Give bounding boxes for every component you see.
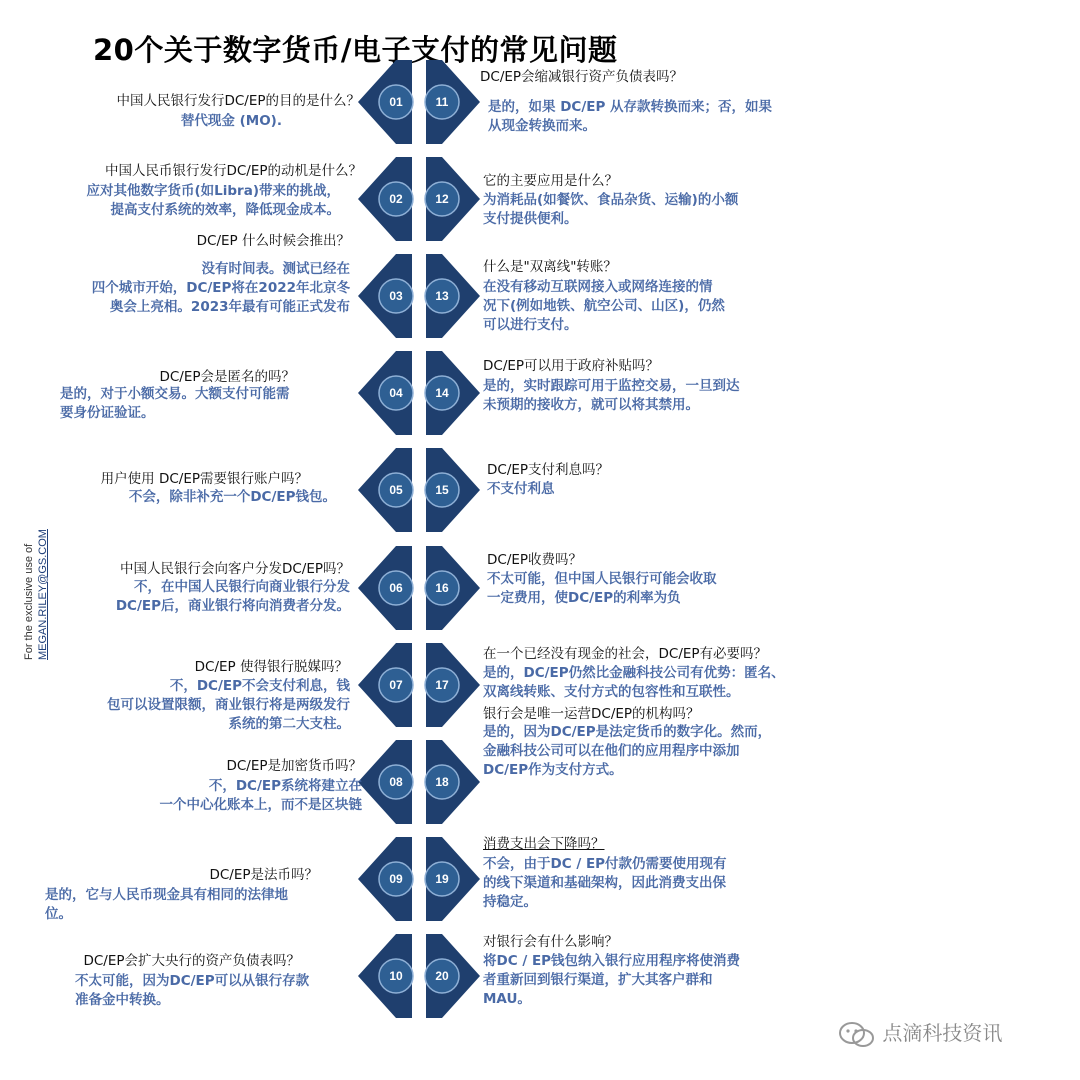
question-text: 用户使用 DC/EP需要银行账户吗？ — [100, 471, 308, 487]
question-text: 它的主要应用是什么？ — [483, 173, 618, 189]
question-text: DC/EP会扩大央行的资产负债表吗？ — [83, 953, 300, 969]
item-number: 20 — [435, 969, 449, 983]
question-text: 银行会是唯一运营DC/EP的机构吗？ — [483, 706, 700, 722]
item-number: 01 — [389, 95, 403, 109]
question-text: DC/EP可以用于政府补贴吗？ — [483, 358, 660, 374]
answer-text: 准备金中转换。 — [75, 992, 170, 1008]
question-text: DC/EP 使得银行脱媒吗？ — [194, 659, 348, 675]
answer-text: 持稳定。 — [483, 894, 537, 910]
answer-text: 可以进行支付。 — [483, 317, 578, 333]
answer-text: 提高支付系统的效率，降低现金成本。 — [110, 202, 340, 218]
item-number: 08 — [389, 775, 403, 789]
answer-text: 应对其他数字货币(如Libra)带来的挑战， — [86, 183, 340, 199]
answer-text: 况下(例如地铁、航空公司、山区)，仍然 — [483, 298, 725, 314]
watermark — [838, 1017, 1002, 1049]
answer-text: 没有时间表。测试已经在 — [201, 261, 350, 277]
question-text: 中国人民银行会向客户分发DC/EP吗？ — [119, 561, 350, 577]
item-number: 14 — [435, 386, 449, 400]
exclusive-use-label: For the exclusive use of — [23, 543, 35, 660]
item-number: 11 — [435, 95, 449, 109]
answer-text: 是的，因为DC/EP是法定货币的数字化。然而， — [483, 724, 772, 740]
answer-text: MAU。 — [483, 991, 531, 1007]
item-number: 05 — [389, 483, 403, 497]
question-text: DC/EP会缩减银行资产负债表吗？ — [480, 69, 684, 85]
question-text: 中国人民银行发行DC/EP的目的是什么？ — [116, 93, 360, 109]
answer-text: 不会，除非补充一个DC/EP钱包。 — [128, 489, 336, 505]
answer-text: 将DC / EP钱包纳入银行应用程序将使消费 — [483, 953, 741, 969]
answer-text: 不支付利息 — [487, 481, 555, 497]
wechat-icon — [838, 1021, 876, 1049]
question-text: DC/EP会是匿名的吗？ — [159, 369, 295, 385]
item-number: 12 — [435, 192, 449, 206]
question-text: 对银行会有什么影响？ — [483, 934, 618, 950]
answer-text: 的线下渠道和基础架构，因此消费支出保 — [483, 875, 726, 891]
item-number: 03 — [389, 289, 403, 303]
question-text: DC/EP收费吗？ — [487, 552, 583, 568]
answer-text: 不太可能，但中国人民银行可能会收取 — [487, 571, 717, 587]
question-text: 中国人民币银行发行DC/EP的动机是什么？ — [104, 163, 362, 179]
answer-text: 支付提供便利。 — [483, 211, 578, 227]
item-number: 07 — [389, 678, 403, 692]
answer-text: 金融科技公司可以在他们的应用程序中添加 — [483, 743, 740, 759]
question-text: DC/EP 什么时候会推出？ — [196, 233, 350, 249]
answer-text: 是的，对于小额交易。大额支付可能需 — [60, 386, 290, 402]
item-number: 09 — [389, 872, 403, 886]
answer-text: 不会，由于DC / EP付款仍需要使用现有 — [483, 856, 727, 872]
item-number: 19 — [435, 872, 449, 886]
answer-text: 为消耗品(如餐饮、食品杂货、运输)的小额 — [483, 192, 739, 208]
answer-text: DC/EP后，商业银行将向消费者分发。 — [115, 598, 350, 614]
answer-text: 不，DC/EP不会支付利息，钱 — [169, 678, 350, 694]
answer-text: DC/EP作为支付方式。 — [483, 762, 623, 778]
answer-text: 不，在中国人民银行向商业银行分发 — [134, 579, 350, 595]
answer-text: 位。 — [45, 906, 72, 922]
answer-text: 四个城市开始，DC/EP将在2022年北京冬 — [91, 280, 350, 296]
answer-text: 是的，如果 DC/EP 从存款转换而来；否，如果 — [488, 99, 773, 115]
item-number: 15 — [435, 483, 449, 497]
answer-text: 不，DC/EP系统将建立在 — [208, 778, 362, 794]
item-number: 02 — [389, 192, 403, 206]
item-number: 16 — [435, 581, 449, 595]
question-text: DC/EP是法币吗？ — [209, 867, 318, 883]
answer-text: 双离线转账、支付方式的包容性和互联性。 — [483, 684, 740, 700]
question-text: 在一个已经没有现金的社会，DC/EP有必要吗？ — [483, 646, 768, 662]
item-number: 06 — [389, 581, 403, 595]
item-number: 04 — [389, 386, 403, 400]
question-text: DC/EP支付利息吗？ — [487, 462, 610, 478]
email-link[interactable]: MEGAN.RILEY@GS.COM — [37, 529, 49, 660]
answer-text: 一定费用，使DC/EP的利率为负 — [487, 590, 681, 606]
page-title: 20个关于数字货币/电子支付的常见问题 — [93, 33, 618, 67]
item-number: 13 — [435, 289, 449, 303]
item-number: 18 — [435, 775, 449, 789]
answer-text: 奥会上亮相。2023年最有可能正式发布 — [109, 299, 350, 315]
answer-text: 一个中心化账本上，而不是区块链 — [159, 797, 362, 813]
question-text: 消费支出会下降吗？ — [483, 836, 605, 852]
answer-text: 包可以设置限额，商业银行将是两级发行 — [107, 697, 350, 713]
answer-text: 要身份证验证。 — [60, 405, 155, 421]
watermark-text: 点滴科技资讯 — [882, 1021, 1003, 1045]
answer-text: 在没有移动互联网接入或网络连接的情 — [483, 279, 713, 295]
answer-text: 替代现金 (MO). — [180, 113, 282, 129]
question-text: DC/EP是加密货币吗？ — [226, 758, 362, 774]
answer-text: 是的，DC/EP仍然比金融科技公司有优势：匿名、 — [483, 665, 785, 681]
answer-text: 是的，它与人民币现金具有相同的法律地 — [45, 887, 288, 903]
answer-text: 系统的第二大支柱。 — [228, 716, 350, 732]
item-number: 10 — [389, 969, 403, 983]
question-text: 什么是"双离线"转账？ — [483, 259, 617, 275]
answer-text: 从现金转换而来。 — [488, 118, 596, 134]
answer-text: 不太可能，因为DC/EP可以从银行存款 — [75, 973, 310, 989]
answer-text: 是的，实时跟踪可用于监控交易，一旦到达 — [483, 378, 740, 394]
answer-text: 者重新回到银行渠道，扩大其客户群和 — [483, 972, 713, 988]
item-number: 17 — [435, 678, 449, 692]
answer-text: 未预期的接收方，就可以将其禁用。 — [483, 397, 699, 413]
